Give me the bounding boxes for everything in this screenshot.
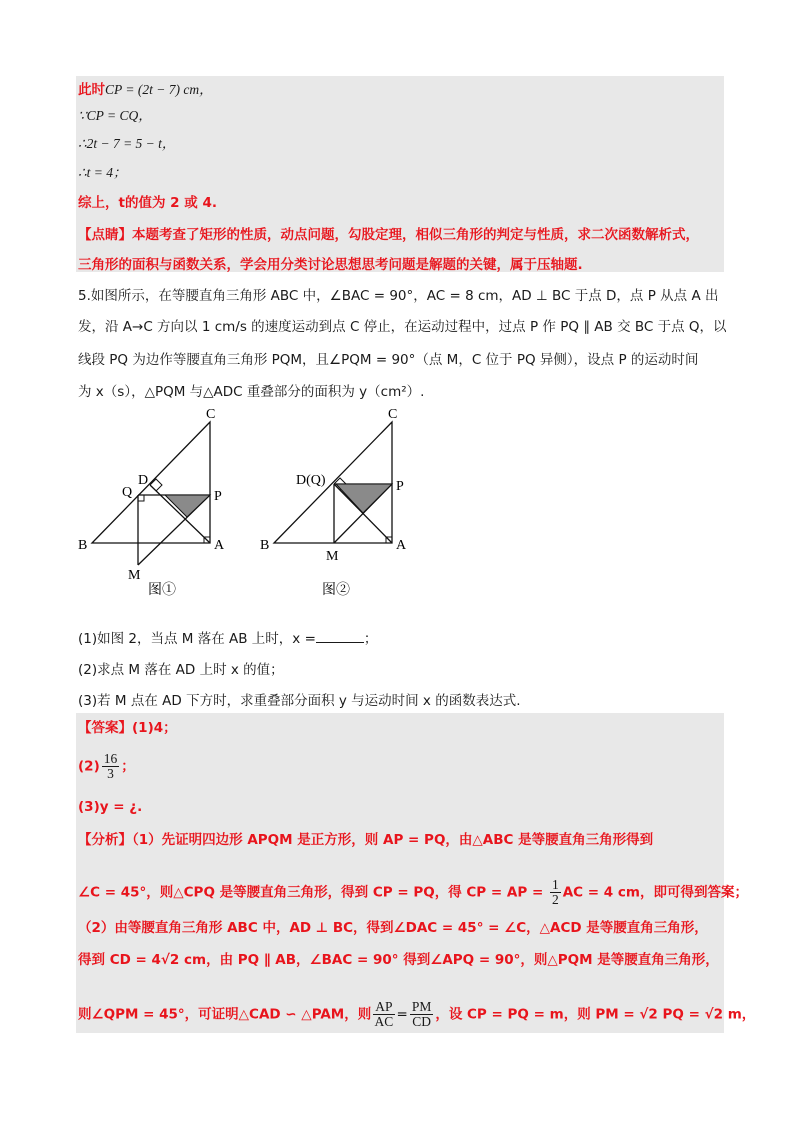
fig2-label-dq: D(Q) (296, 473, 326, 488)
fig1-label-q: Q (122, 485, 133, 500)
fig1-label-a: A (214, 538, 225, 553)
comment-line-2: 三角形的面积与函数关系，学会用分类讨论思想思考问题是解题的关键，属于压轴题. (78, 257, 583, 273)
fig1-caption: 图① (148, 583, 176, 598)
question-2: (2)求点 M 落在 AD 上时 x 的值； (78, 662, 284, 678)
answer-blank (316, 628, 364, 643)
fig2-label-b: B (260, 538, 270, 553)
analysis-line-2: ∠C = 45°，则△CPQ 是等腰直角三角形，得到 CP = PQ，得 CP = AP = $\frac{1}{2}$ AC = 4 cm，即可得到答案； (78, 877, 748, 907)
analysis-fraction-half: $\frac{1}{2}$ (551, 877, 559, 907)
fig2-label-a: A (396, 538, 407, 553)
question-1: (1)如图 2，当点 M 落在 AB 上时，x = ； (78, 628, 377, 649)
solution-summary: 综上，t的值为 2 或 4. (78, 195, 217, 211)
fig1-label-d: D (138, 473, 149, 488)
solution-line-2: ∵CP = CQ， (78, 108, 152, 123)
solution-line-3: ∴2t − 7 = 5 − t， (78, 136, 176, 151)
answer-line-2: (2) $\frac{16}{3}$ ； (78, 751, 135, 781)
answer-fraction: $\frac{16}{3}$ (103, 751, 118, 781)
answer-tag: 【答案】 (78, 720, 132, 736)
answer-line-3: (3)y = ¿. (78, 799, 143, 815)
fig1-label-p: P (214, 489, 222, 504)
analysis-fraction-ap-ac: $\frac{AP}{AC}$ (374, 999, 394, 1029)
fig2-overlap-shade (336, 484, 392, 513)
answer-band (76, 713, 724, 1033)
analysis-line-1: 【分析】（1）先证明四边形 APQM 是正方形，则 AP = PQ，由△ABC 是等腰直角三角形得到 (78, 832, 654, 848)
question-3: (3)若 M 点在 AD 下方时，求重叠部分面积 y 与运动时间 x 的函数表达式. (78, 693, 521, 709)
fig2-label-c: C (388, 407, 398, 422)
analysis-line-5: 则∠QPM = 45°，可证明△CAD ∽ △PAM，则 $\frac{AP}{AC}$ = $\frac{PM}{CD}$ ，设 CP = PQ = m，则 PM = √2 PQ = √2 m， (78, 999, 756, 1029)
figure-1 (70, 402, 240, 607)
fig1-triangle-abc (92, 422, 210, 543)
analysis-line-3: （2）由等腰直角三角形 ABC 中，AD ⊥ BC，得到∠DAC = 45° = ∠C，△ACD 是等腰直角三角形， (78, 920, 708, 936)
fig1-label-b: B (78, 538, 88, 553)
comment-tag: 【点睛】 (78, 227, 132, 243)
answer-line-1: 【答案】(1)4； (78, 720, 177, 736)
analysis-fraction-pm-cd: $\frac{PM}{CD}$ (411, 999, 432, 1029)
fig1-right-angle-q (138, 495, 144, 501)
comment-line-1: 【点睛】本题考查了矩形的性质，动点问题，勾股定理，相似三角形的判定与性质，求二次函数解析式， (78, 227, 699, 243)
fig2-caption: 图② (322, 583, 350, 598)
fig2-label-p: P (396, 479, 404, 494)
problem-line-4: 为 x（s），△PQM 与△ADC 重叠部分的面积为 y（cm²）. (78, 384, 425, 400)
solution-line-4: ∴t = 4； (78, 165, 127, 180)
analysis-tag: 【分析】 (78, 832, 132, 848)
problem-line-3: 线段 PQ 为边作等腰直角三角形 PQM，且∠PQM = 90°（点 M，C 位于 PQ 异侧），设点 P 的运动时间 (78, 352, 699, 368)
fig1-label-m: M (128, 568, 141, 583)
fig2-label-m: M (326, 549, 339, 564)
problem-line-2: 发，沿 A→C 方向以 1 cm/s 的速度运动到点 C 停止，在运动过程中，过点 P 作 PQ ∥ AB 交 BC 于点 Q，以 (78, 319, 727, 335)
fig1-label-c: C (206, 407, 216, 422)
solution-line-1: 此时CP = (2t − 7) cm， (78, 82, 213, 98)
analysis-line-4: 得到 CD = 4√2 cm，由 PQ ∥ AB，∠BAC = 90° 得到∠APQ = 90°，则△PQM 是等腰直角三角形， (78, 952, 719, 968)
fig1-segment-ad (150, 485, 210, 543)
figure-2 (252, 402, 422, 607)
problem-line-1: 5.如图所示，在等腰直角三角形 ABC 中，∠BAC = 90°，AC = 8 cm，AD ⊥ BC 于点 D，点 P 从点 A 出 (78, 288, 719, 304)
